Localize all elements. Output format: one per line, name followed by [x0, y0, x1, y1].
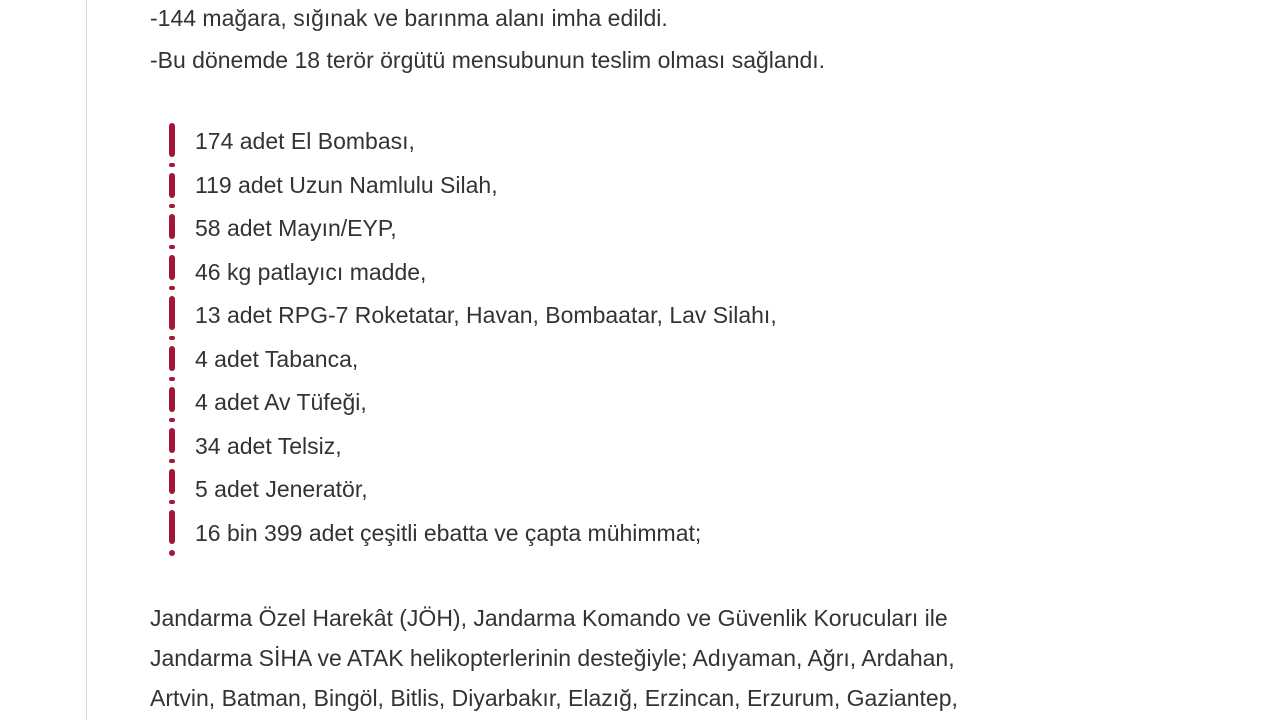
content-border	[86, 0, 87, 720]
list-item: 4 adet Av Tüfeği,	[195, 389, 367, 415]
list-item: 46 kg patlayıcı madde,	[195, 258, 427, 285]
list-item: 5 adet Jeneratör,	[195, 476, 368, 502]
list-item: 13 adet RPG-7 Roketatar, Havan, Bombaatar, Lav Silahı,	[195, 302, 777, 328]
intro-line-surrender: -Bu dönemde 18 terör örgütü mensubunun teslim olması sağlandı.	[150, 47, 826, 73]
paragraph-line: Artvin, Batman, Bingöl, Bitlis, Diyarbakır, Elazığ, Erzincan, Erzurum, Gaziantep,	[150, 685, 958, 711]
list-item: 174 adet El Bombası,	[195, 128, 415, 154]
paragraph-line: Jandarma SİHA ve ATAK helikopterlerinin desteğiyle; Adıyaman, Ağrı, Ardahan,	[150, 645, 955, 671]
list-item: 58 adet Mayın/EYP,	[195, 215, 397, 241]
intro-line-caves: -144 mağara, sığınak ve barınma alanı imha edildi.	[150, 5, 668, 31]
body-paragraph	[150, 598, 1150, 718]
paragraph-line: Jandarma Özel Harekât (JÖH), Jandarma Komando ve Güvenlik Korucuları ile	[150, 605, 948, 631]
blockquote-accent-bar	[165, 123, 179, 557]
list-item: 16 bin 399 adet çeşitli ebatta ve çapta mühimmat;	[195, 519, 702, 546]
list-item: 4 adet Tabanca,	[195, 345, 359, 372]
list-item: 119 adet Uzun Namlulu Silah,	[195, 171, 498, 198]
list-item: 34 adet Telsiz,	[195, 432, 342, 459]
seized-items-list	[195, 123, 777, 558]
